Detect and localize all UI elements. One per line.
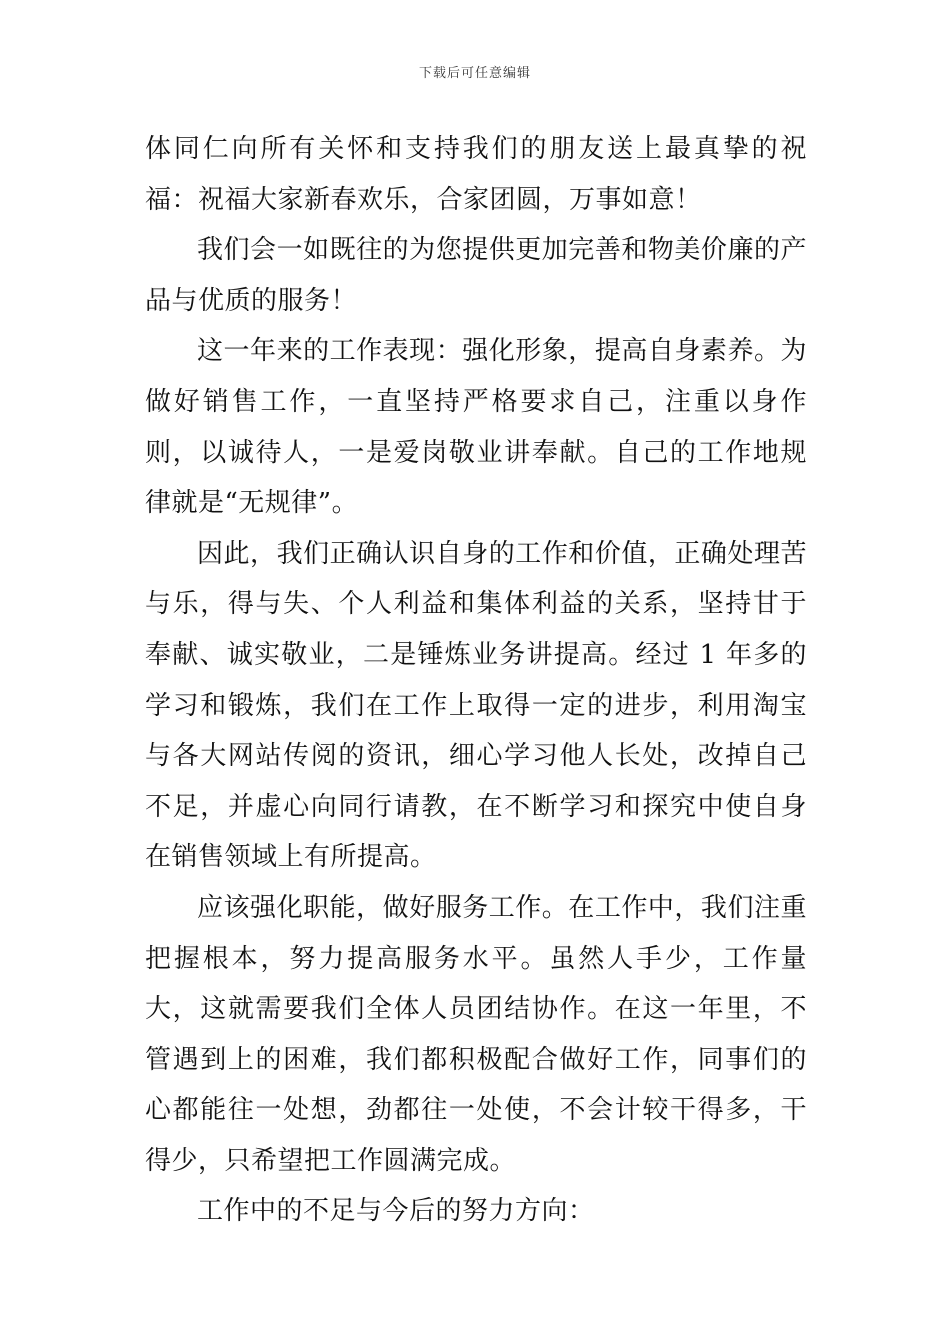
paragraph: 这一年来的工作表现：强化形象，提高自身素养。为做好销售工作，一直坚持严格要求自己，注重以身作则，以诚待人，一是爱岗敬业讲奉献。自己的工作地规律就是“无规律”。 xyxy=(145,336,807,519)
page-header-note: 下载后可任意编辑 xyxy=(418,66,531,81)
paragraph: 我们会一如既往的为您提供更加完善和物美价廉的产品与优质的服务！ xyxy=(145,235,807,316)
paragraph: 应该强化职能，做好服务工作。在工作中，我们注重把握根本，努力提高服务水平。虽然人手少，工作量大，这就需要我们全体人员团结协作。在这一年里，不管遇到上的困难，我们都积极配合做好工作，同事们的心都能往一处想，劲都往一处使，不会计较干得多，干得少，只希望把工作圆满完成。 xyxy=(145,892,807,1176)
document-body xyxy=(145,124,807,1237)
paragraph: 体同仁向所有关怀和支持我们的朋友送上最真挚的祝福：祝福大家新春欢乐，合家团圆，万事如意！ xyxy=(145,134,807,215)
paragraph: 因此，我们正确认识自身的工作和价值，正确处理苦与乐，得与失、个人利益和集体利益的关系，坚持甘于奉献、诚实敬业，二是锤炼业务讲提高。经过 1 年多的学习和锻炼，我们在工作上取得一定的进步，利用淘宝与各大网站传阅的资讯，细心学习他人长处，改掉自己不足，并虚心向同行请教，在不断学习和探究中使自身在销售领域上有所提高。 xyxy=(145,538,807,873)
paragraph: 工作中的不足与今后的努力方向： xyxy=(197,1196,595,1227)
